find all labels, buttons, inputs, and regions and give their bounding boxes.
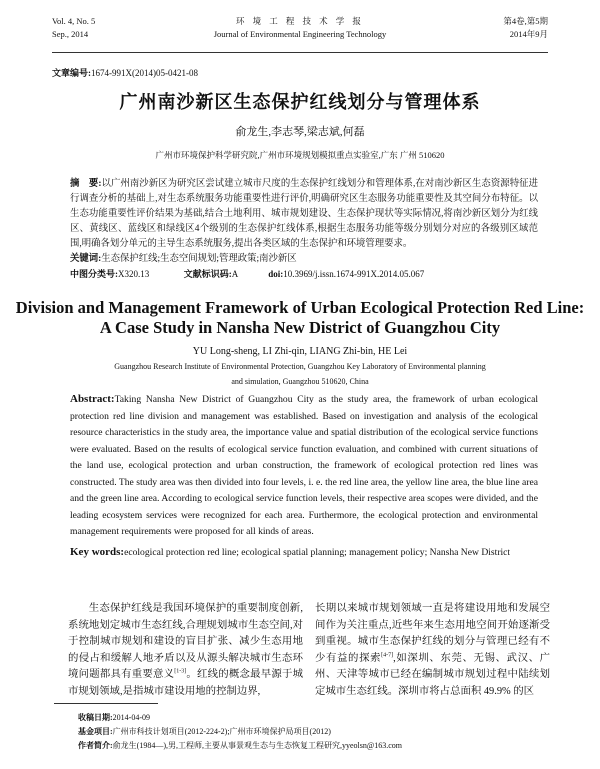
article-number [52,66,600,80]
doi-value: 10.3969/j.issn.1674-991X.2014.05.067 [283,269,425,279]
footnote-text: 广州市科技计划项目(2012-224-2);广州市环境保护局项目(2012) [112,727,331,736]
abstract-cn-label: 摘 要: [70,179,102,189]
journal-name [170,15,430,41]
citation: [1-3] [174,668,187,675]
body-left-text-cont: 。红线的概念最早源于城市规划领域,是指城市建设用地的控制边界, [68,669,304,697]
body-left-text: 生态保护红线是我国环境保护的重要制度创新,系统地划定城市生态红线,合理规划城市生态空间,对于控制城市规划和建设的盲目扩张、减少生态用地的侵占和缓解人地矛盾以及从源头解决城市生态环境问题都具有重要意义 [68,603,303,680]
title-en [0,298,600,338]
footnote-author [78,739,600,753]
header-rule [52,52,548,53]
date-cn: 2014年9月 [509,29,548,39]
authors-cn: 俞龙生,李志琴,梁志斌,何磊 [235,126,365,138]
keywords-en [70,544,538,562]
citation: [4-7] [381,652,394,659]
clc-label: 中图分类号: [70,269,118,279]
title-cn: 广州南沙新区生态保护红线划分与管理体系 [119,92,481,113]
keywords-en-text: ecological protection red line; ecological spatial planning; management policy; Nansha New District [124,546,511,558]
body-right-text: 长期以来城市规划领域一直是将建设用地和发展空间作为关注重点,近些年来生态用地空间开始逐渐受到重视。城市生态保护红线的划分与管理已经有不少有益的探索 [315,603,550,664]
volume-info-cn [503,15,548,41]
footnotes [78,711,600,753]
affiliation-cn: 广州市环境保护科学研究院,广州市环境规划模拟重点实验室,广东 广州 510620 [155,150,445,160]
footnote-text: 俞龙生(1984—),男,工程师,主要从事景观生态与生态恢复工程研究,yyeolsn@163.com [112,741,403,750]
body-column-right [315,601,550,700]
footnote-label: 基金项目: [78,727,113,736]
article-number-label: 文章编号: [52,68,91,78]
volume-info-en [52,15,95,41]
footnote-label: 作者简介: [78,741,113,750]
abstract-cn-text: 以广州南沙新区为研究区尝试建立城市尺度的生态保护红线划分和管理体系,在对南沙新区生态资源特征进行调查分析的基础上,对生态系统服务功能重要性进行评价,明确研究区生态服务功能重要性及其空间分布特征。以生态功能重要性评价结果为基础,结合土地利用、城市规划建设、生态保护现状等实际情况,将南沙新区划分为红线区、黄线区、蓝线区和绿线区4个级别的生态保护红线体系,根据生态服务功能等级分别划分对应的各级别区域范围,明确各划分单元的主导生态系统服务,提出各类区域的生态保护和环境管理要求。 [70,179,538,249]
body-columns [68,601,550,700]
footnote-received [78,711,600,725]
page-content [0,66,600,753]
keywords-cn-label: 关键词: [70,254,102,264]
keywords-cn-text: 生态保护红线;生态空间规划;管理政策;南沙新区 [101,254,297,264]
footnote-funding [78,725,600,739]
journal-name-en: Journal of Environmental Engineering Technology [213,29,387,39]
affiliation-en-line2: and simulation, Guangzhou 510620, China [231,377,369,386]
date-en: Sep., 2014 [52,29,89,39]
title-en-line1: Division and Management Framework of Urban Ecological Protection Red Line: [15,298,585,317]
article-number-value: 1674-991X(2014)05-0421-08 [91,68,198,78]
affiliation-en-line1: Guangzhou Research Institute of Environmental Protection, Guangzhou Key Laboratory of Environmental planning [114,362,486,371]
abstract-en [70,391,538,541]
body-right-text-cont: ,如深圳、东莞、无锡、武汉、广州、天津等城市已经在编制城市规划过程中陆续划定城市生态红线。深圳市将占总面积 49.9% 的区 [315,652,550,697]
doc-code-label: 文献标识码: [183,269,232,279]
footnote-label: 收稿日期: [78,713,113,722]
authors-en: YU Long-sheng, LI Zhi-qin, LIANG Zhi-bin, HE Lei [192,346,408,357]
title-en-line2: A Case Study in Nansha New District of Guangzhou City [99,318,501,337]
keywords-cn [70,252,538,267]
footnote-text: 2014-04-09 [112,713,150,722]
clc-value: X320.13 [118,269,150,279]
volume-cn: 第4卷,第5期 [503,16,548,26]
keywords-en-label: Key words: [70,545,125,558]
abstract-en-label: Abstract: [70,393,115,405]
body-column-left [68,601,303,700]
abstract-en-text: Taking Nansha New District of Guangzhou City as the study area, the framework of urban ecological protection red line division and management was established. Based on investigation and analysis of the ecological resource characteristics in the study area, the importance value and spatial distribution of the ecological service functions were evaluated. Based on the results of ecological service function evaluation, and combined with current situations of the land use, ecological protection and urban construction, the framework of ecological protection red lines was constructed. The study area was then divided into four levels, i. e. the red line area, the yellow line area, the blue line area and the green line area. According to ecological service function levels, their respective area scopes were divided, and the leading ecosystem services were recognized for each area. Furthermore, the ecological protection and environmental management requirements were proposed for all kinds of areas. [70,394,538,537]
journal-name-cn: 环 境 工 程 技 术 学 报 [236,16,364,26]
doc-code-value: A [231,269,238,279]
affiliation-en [0,359,600,389]
volume-en: Vol. 4, No. 5 [52,16,96,26]
classification [70,267,538,281]
doi-label: doi: [268,269,284,279]
abstract-cn [70,177,538,252]
footnote-rule [54,703,158,704]
